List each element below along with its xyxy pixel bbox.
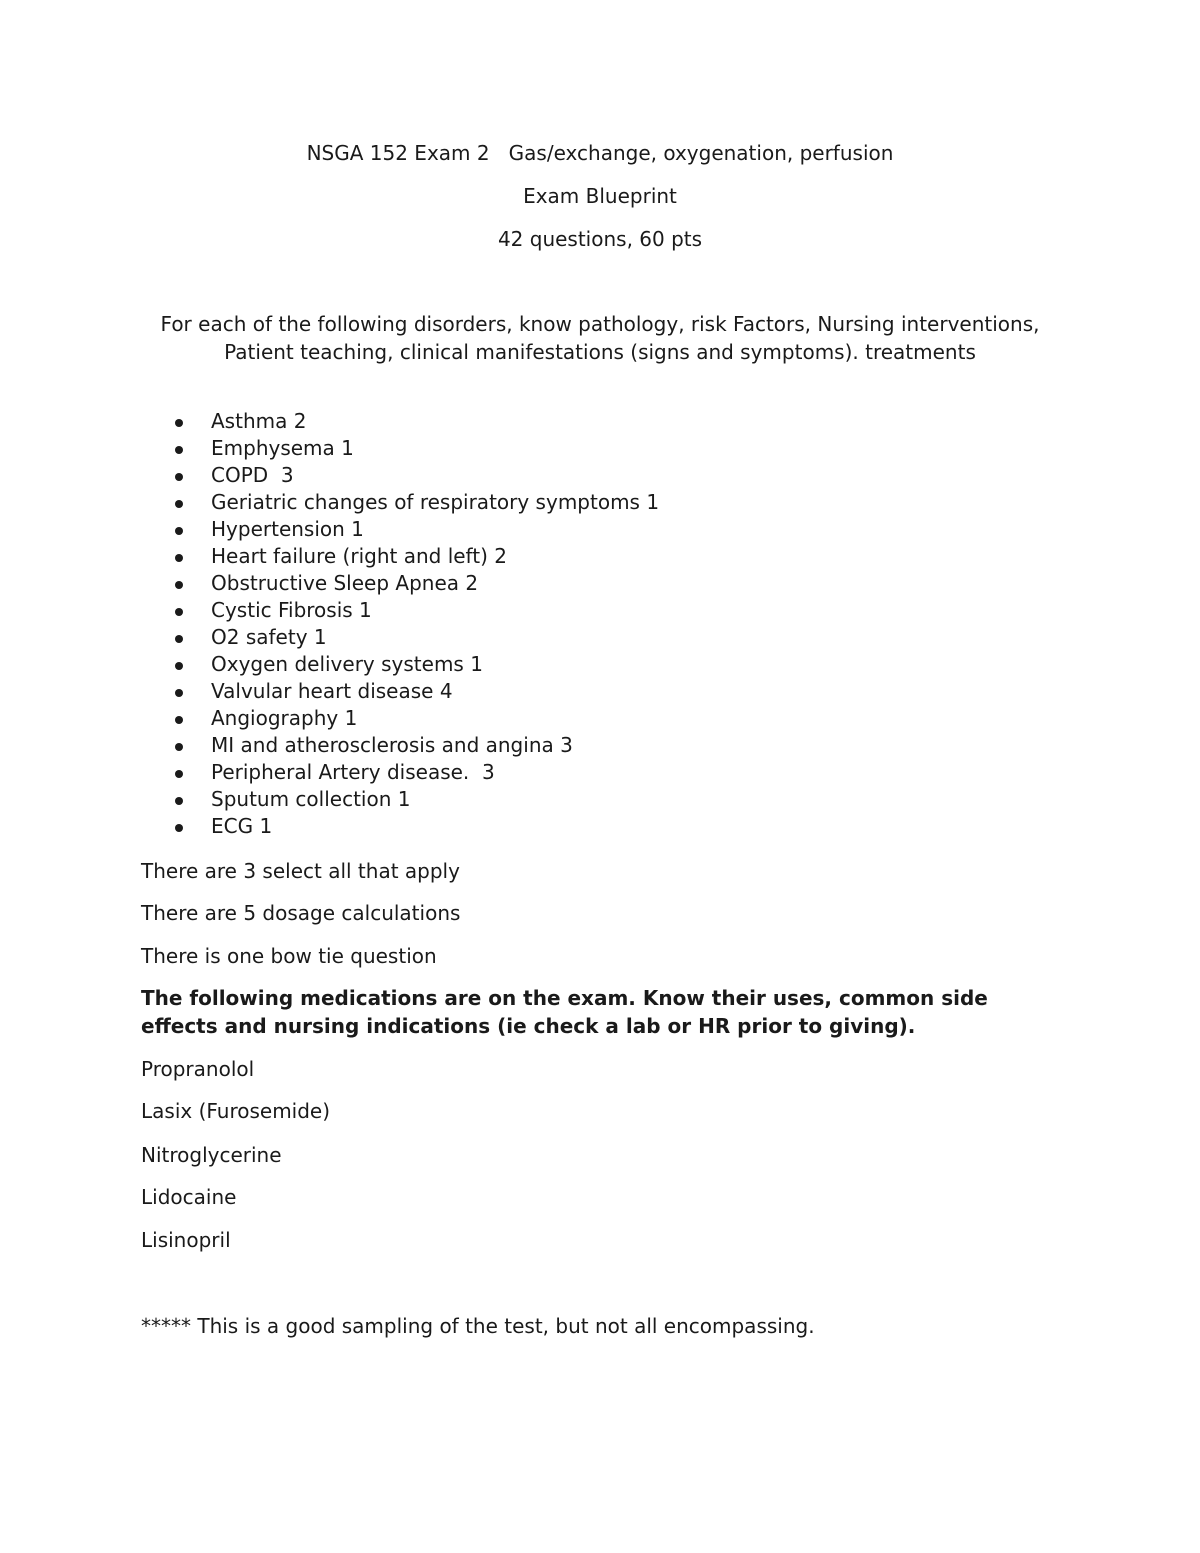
topic-label: MI and atherosclerosis and angina 3 [211,733,573,757]
bullet-icon [175,554,183,562]
bullet-icon [175,635,183,643]
topic-label: Valvular heart disease 4 [211,679,453,703]
topic-label: ECG 1 [211,814,273,838]
document-subtitle: Exam Blueprint [523,184,677,208]
medication-item: Nitroglycerine [141,1143,282,1167]
medication-item: Lisinopril [141,1228,231,1252]
bullet-icon [175,473,183,481]
medication-item: Lasix (Furosemide) [141,1099,331,1123]
medication-item: Propranolol [141,1057,255,1081]
bullet-icon [175,446,183,454]
bowtie-note: There is one bow tie question [141,944,437,968]
dosage-note: There are 5 dosage calculations [141,901,461,925]
bullet-icon [175,608,183,616]
medications-heading: The following medications are on the exam. Know their uses, common side effects and nursing indications (ie check a lab or HR prior to giving). [141,986,988,1038]
intro-paragraph: For each of the following disorders, know pathology, risk Factors, Nursing interventions, Patient teaching, clinical manifestations (signs and symptoms). treatments [160,312,1040,364]
topic-label: Hypertension 1 [211,517,364,541]
bullet-icon [175,824,183,832]
document-title: NSGA 152 Exam 2 Gas/exchange, oxygenation, perfusion [306,141,894,165]
bullet-icon [175,716,183,724]
topic-label: Heart failure (right and left) 2 [211,544,507,568]
topic-label: Oxygen delivery systems 1 [211,652,483,676]
topic-label: Cystic Fibrosis 1 [211,598,372,622]
bullet-icon [175,581,183,589]
topic-label: Asthma 2 [211,409,307,433]
bullet-icon [175,419,183,427]
medication-item: Lidocaine [141,1185,237,1209]
exam-summary: 42 questions, 60 pts [497,227,703,251]
topic-label: Emphysema 1 [211,436,354,460]
footer-note: ***** This is a good sampling of the test, but not all encompassing. [141,1314,815,1338]
bullet-icon [175,662,183,670]
topic-label: Angiography 1 [211,706,358,730]
bullet-icon [175,527,183,535]
topic-label: COPD 3 [211,463,294,487]
topic-label: Peripheral Artery disease. 3 [211,760,495,784]
bullet-icon [175,797,183,805]
topic-label: Obstructive Sleep Apnea 2 [211,571,479,595]
bullet-icon [175,500,183,508]
bullet-icon [175,689,183,697]
topic-label: O2 safety 1 [211,625,327,649]
topic-label: Sputum collection 1 [211,787,411,811]
bullet-icon [175,770,183,778]
topic-label: Geriatric changes of respiratory symptoms 1 [211,490,660,514]
sata-note: There are 3 select all that apply [141,859,460,883]
bullet-icon [175,743,183,751]
